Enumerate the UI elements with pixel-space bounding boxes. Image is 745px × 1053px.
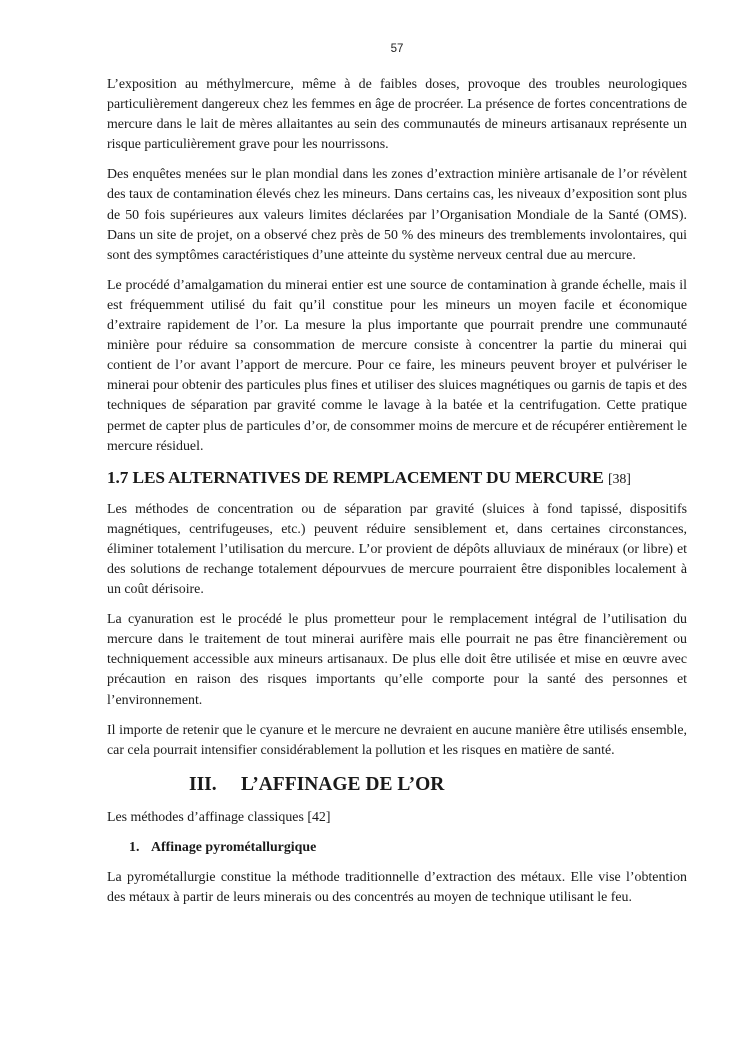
subsection-title: Affinage pyrométallurgique: [151, 839, 317, 855]
paragraph-global-surveys: Des enquêtes menées sur le plan mondial dans les zones d’extraction minière artisanale de l’or révèlent des taux de contamination élevés chez les mineurs. Dans certains cas, les niveaux d’exposition sont plus de 50 fois supérieures aux valeurs limites déclarées par l’Organisation Mondiale de la Santé (OMS). Dans un site de projet, on a observé chez près de 50 % des mineurs des tremblements involontaires, qui sont des symptômes caractéristiques d’une atteinte du système nerveux central due au mercure.: [107, 167, 687, 263]
paragraph-cyanidation: La cyanuration est le procédé le plus prometteur pour le remplacement intégral de l’utilisation du mercure dans le traitement de tout minerai aurifère mais elle pourrait ne pas être financièrement ou techniquement accessible aux mineurs artisanaux. De plus elle doit être utilisée et mise en œuvre avec précaution en raison des risques importants qu’elle comporte pour la santé des personnes et l’environnement.: [107, 612, 687, 708]
subsection-heading-pyrometallurgy: [107, 838, 687, 858]
chapter-heading-gold-refining: [107, 771, 687, 799]
paragraph-gravity-methods: Les méthodes de concentration ou de séparation par gravité (sluices à fond tapissé, dispositifs magnétiques, centrifugeuses, etc.) peuvent réduire sensiblement et, dans certaines circonstances, éliminer totalement l’utilisation du mercure. L’or provient de dépôts alluviaux de minéraux (or libre) et des solutions de rechange totalement dépourvues de mercure pourraient être disponibles localement à un coût dérisoire.: [107, 501, 687, 598]
chapter-title: L’AFFINAGE DE L’OR: [241, 773, 445, 795]
chapter-number: III.: [189, 773, 217, 795]
section-heading-alternatives: [107, 467, 687, 491]
paragraph-pyrometallurgy: La pyrométallurgie constitue la méthode traditionnelle d’extraction des métaux. Elle vise l’obtention des métaux à partir de leurs minerais ou des concentrés au moyen de technique utilisant le feu.: [107, 869, 687, 905]
paragraph-methylmercury-exposure: L’exposition au méthylmercure, même à de faibles doses, provoque des troubles neurologiques particulièrement dangereux chez les femmes en âge de procréer. La présence de fortes concentrations de mercure dans le lait de mères allaitantes au sein des communautés de mineurs artisanaux représente un risque particulièrement grave pour les nourrissons.: [107, 77, 687, 153]
subsection-number: 1.: [129, 839, 140, 855]
section-heading-reference: [38]: [607, 471, 631, 487]
paragraph-classic-refining-intro: Les méthodes d’affinage classiques [42]: [107, 809, 331, 825]
section-heading-text: 1.7 LES ALTERNATIVES DE REMPLACEMENT DU MERCURE: [107, 467, 604, 487]
paragraph-cyanide-mercury-warning: Il importe de retenir que le cyanure et le mercure ne devraient en aucune manière être utilisés ensemble, car cela pourrait intensifier considérablement la pollution et les risques en matière de santé.: [107, 722, 687, 758]
paragraph-amalgamation-process: Le procédé d’amalgamation du minerai entier est une source de contamination à grande échelle, mais il est fréquemment utilisé du fait qu’il constitue pour les mineurs un moyen facile et économique d’extraire rapidement de l’or. La mesure la plus importante que pourrait prendre une communauté minière pour réduire sa consommation de mercure consiste à concentrer la partie du minerai qui contient de l’or avant l’apport de mercure. Pour ce faire, les mineurs peuvent broyer et pulvériser le minerai pour obtenir des particules plus fines et utiliser des sluices magnétiques ou garnis de tapis et des techniques de séparation par gravité comme le lavage à la batée et la centrifugation. Cette pratique permet de capter plus de particules d’or, de consommer moins de mercure et de récupérer entièrement le mercure résiduel.: [107, 277, 687, 454]
document-body: [107, 75, 687, 918]
page-number: 57: [390, 43, 404, 55]
